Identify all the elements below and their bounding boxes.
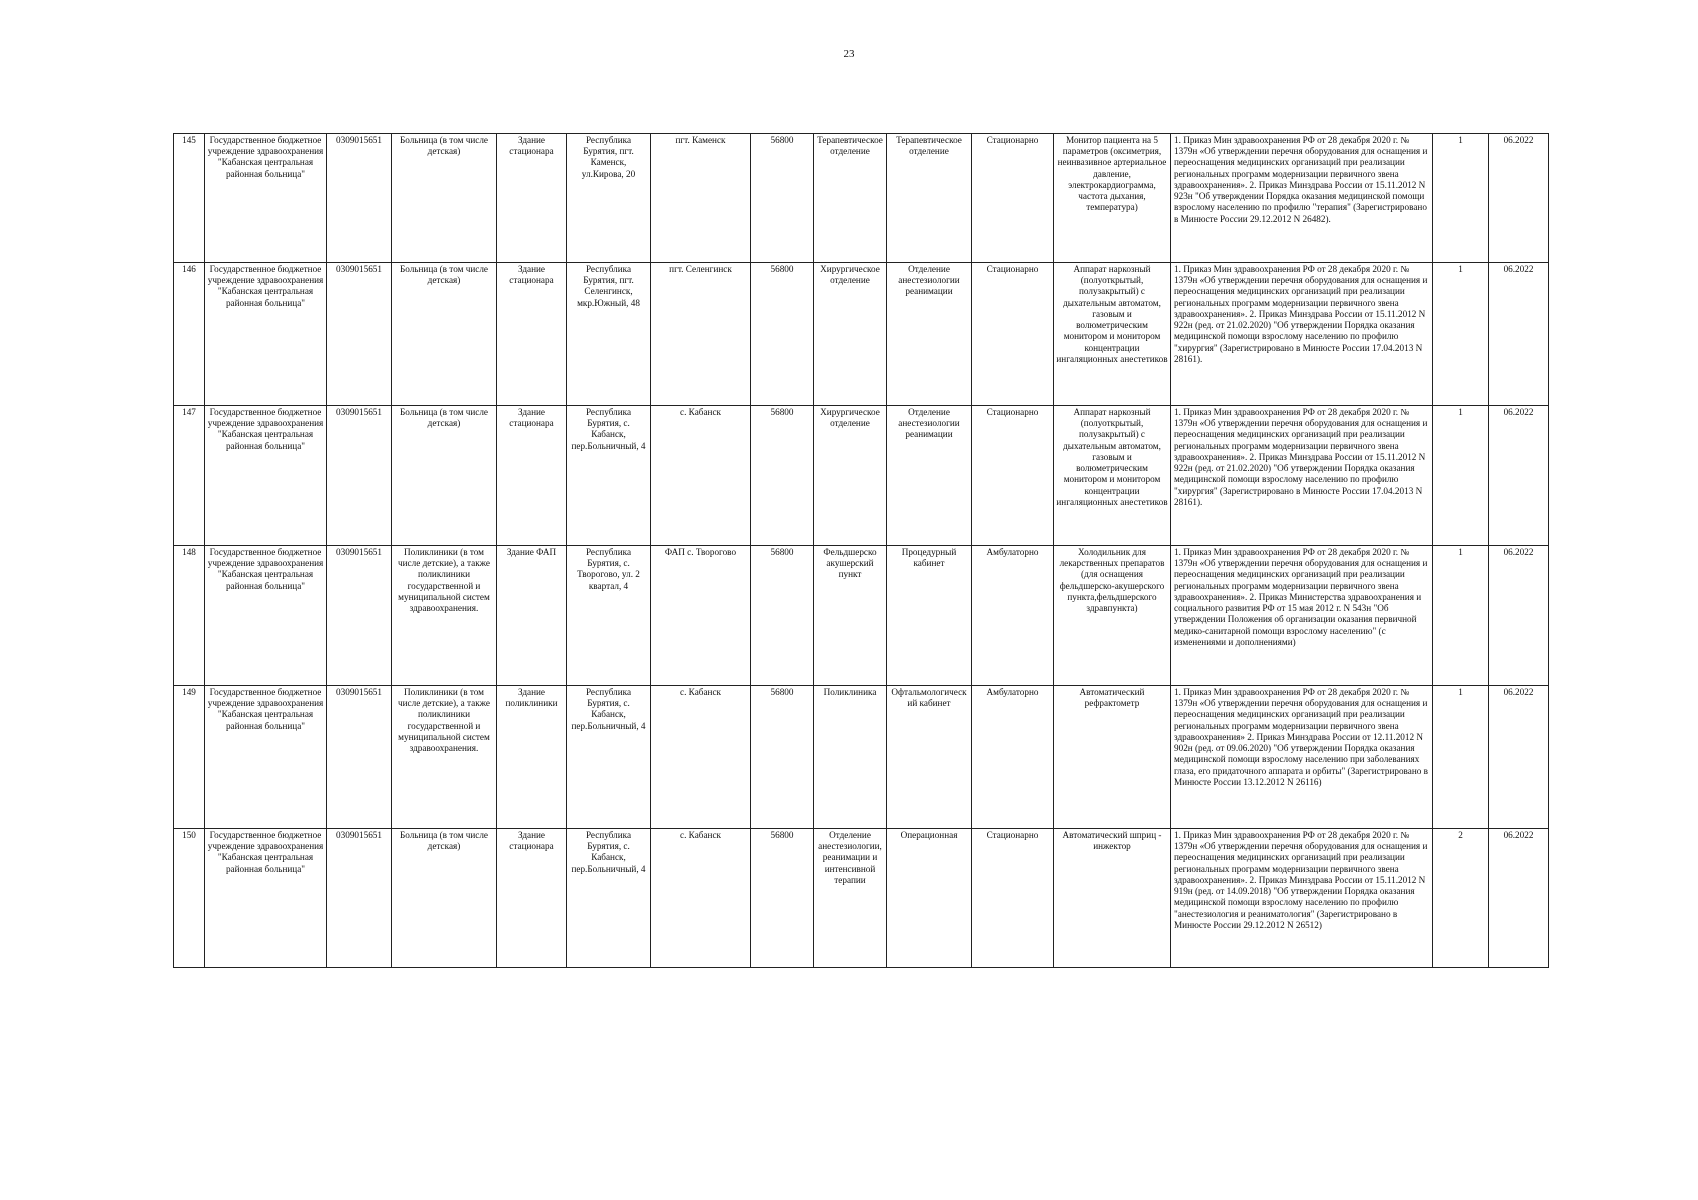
facility-type-cell: Поликлиники (в том числе детские), а также поликлиники государственной и муниципальной систем здравоохранения. bbox=[392, 546, 497, 686]
inn-code-cell: 0309015651 bbox=[327, 263, 392, 406]
department-cell: Фельдшерско акушерский пункт bbox=[814, 546, 887, 686]
facility-type-cell: Больница (в том числе детская) bbox=[392, 134, 497, 263]
table-row bbox=[174, 686, 1549, 829]
legal-basis-cell: 1. Приказ Мин здравоохранения РФ от 28 декабря 2020 г. № 1379н «Об утверждении перечня оборудования для оснащения и переоснащения медицинских организаций при реализации региональных программ модернизации первичного звена здравоохранения». 2. Приказ Министерства здравоохранения и социального развития РФ от 15 мая 2012 г. N 543н "Об утверждении Положения об организации оказания первичной медико-санитарной помощи взрослому населению" (с изменениями и дополнениями) bbox=[1171, 546, 1433, 686]
quantity-cell: 1 bbox=[1433, 546, 1489, 686]
unit-cell: Терапевтическое отделение bbox=[887, 134, 972, 263]
row-number-cell: 149 bbox=[174, 686, 205, 829]
care-type-cell: Амбулаторно bbox=[972, 546, 1054, 686]
locality-cell: с. Кабанск bbox=[651, 686, 751, 829]
equipment-register-table bbox=[173, 133, 1549, 968]
address-cell: Республика Бурятия, пгт. Селенгинск, мкр.Южный, 48 bbox=[567, 263, 651, 406]
oktmo-code-cell: 56800 bbox=[751, 686, 814, 829]
building-cell: Здание стационара bbox=[497, 263, 567, 406]
quantity-cell: 1 bbox=[1433, 406, 1489, 546]
equipment-cell: Автоматический шприц - инжектор bbox=[1054, 829, 1171, 968]
organization-cell: Государственное бюджетное учреждение здравоохранения "Кабанская центральная районная больница" bbox=[205, 406, 327, 546]
equipment-cell: Автоматический рефрактометр bbox=[1054, 686, 1171, 829]
building-cell: Здание стационара bbox=[497, 829, 567, 968]
legal-basis-cell: 1. Приказ Мин здравоохранения РФ от 28 декабря 2020 г. № 1379н «Об утверждении перечня оборудования для оснащения и переоснащения медицинских организаций при реализации региональных программ модернизации первичного звена здравоохранения». 2. Приказ Минздрава России от 15.11.2012 N 919н (ред. от 14.09.2018) "Об утверждении Порядка оказания медицинской помощи взрослому населению по профилю "анестезиология и реаниматология" (Зарегистрировано в Минюсте России 29.12.2012 N 26512) bbox=[1171, 829, 1433, 968]
oktmo-code-cell: 56800 bbox=[751, 406, 814, 546]
address-cell: Республика Бурятия, пгт. Каменск, ул.Кирова, 20 bbox=[567, 134, 651, 263]
row-number-cell: 146 bbox=[174, 263, 205, 406]
care-type-cell: Стационарно bbox=[972, 134, 1054, 263]
building-cell: Здание ФАП bbox=[497, 546, 567, 686]
locality-cell: пгт. Селенгинск bbox=[651, 263, 751, 406]
locality-cell: ФАП с. Творогово bbox=[651, 546, 751, 686]
row-number-cell: 145 bbox=[174, 134, 205, 263]
care-type-cell: Стационарно bbox=[972, 406, 1054, 546]
address-cell: Республика Бурятия, с. Творогово, ул. 2 квартал, 4 bbox=[567, 546, 651, 686]
legal-basis-cell: 1. Приказ Мин здравоохранения РФ от 28 декабря 2020 г. № 1379н «Об утверждении перечня оборудования для оснащения и переоснащения медицинских организаций при реализации региональных программ модернизации первичного звена здравоохранения». 2. Приказ Минздрава России от 15.11.2012 N 922н (ред. от 21.02.2020) "Об утверждении Порядка оказания медицинской помощи взрослому населению по профилю "хирургия" (Зарегистрировано в Минюсте России 17.04.2013 N 28161). bbox=[1171, 406, 1433, 546]
inn-code-cell: 0309015651 bbox=[327, 829, 392, 968]
care-type-cell: Стационарно bbox=[972, 829, 1054, 968]
date-cell: 06.2022 bbox=[1489, 829, 1549, 968]
organization-cell: Государственное бюджетное учреждение здравоохранения "Кабанская центральная районная больница" bbox=[205, 686, 327, 829]
table-row bbox=[174, 263, 1549, 406]
organization-cell: Государственное бюджетное учреждение здравоохранения "Кабанская центральная районная больница" bbox=[205, 134, 327, 263]
date-cell: 06.2022 bbox=[1489, 134, 1549, 263]
quantity-cell: 2 bbox=[1433, 829, 1489, 968]
date-cell: 06.2022 bbox=[1489, 686, 1549, 829]
address-cell: Республика Бурятия, с. Кабанск, пер.Больничный, 4 bbox=[567, 406, 651, 546]
legal-basis-cell: 1. Приказ Мин здравоохранения РФ от 28 декабря 2020 г. № 1379н «Об утверждении перечня оборудования для оснащения и переоснащения медицинских организаций при реализации региональных программ модернизации первичного звена здравоохранения». 2. Приказ Минздрава России от 15.11.2012 N 922н (ред. от 21.02.2020) "Об утверждении Порядка оказания медицинской помощи взрослому населению по профилю "хирургия" (Зарегистрировано в Минюсте России 17.04.2013 N 28161). bbox=[1171, 263, 1433, 406]
oktmo-code-cell: 56800 bbox=[751, 134, 814, 263]
equipment-cell: Аппарат наркозный (полуоткрытый, полузакрытый) с дыхательным автоматом, газовым и волюметрическим монитором и монитором концентрации ингаляционных анестетиков bbox=[1054, 263, 1171, 406]
inn-code-cell: 0309015651 bbox=[327, 406, 392, 546]
locality-cell: пгт. Каменск bbox=[651, 134, 751, 263]
legal-basis-cell: 1. Приказ Мин здравоохранения РФ от 28 декабря 2020 г. № 1379н «Об утверждении перечня оборудования для оснащения и переоснащения медицинских организаций при реализации региональных программ модернизации первичного звена здравоохранения» 2. Приказ Минздрава России от 12.11.2012 N 902н (ред. от 09.06.2020) "Об утверждении Порядка оказания медицинской помощи взрослому населению при заболеваниях глаза, его придаточного аппарата и орбиты" (Зарегистрировано в Минюсте России 13.12.2012 N 26116) bbox=[1171, 686, 1433, 829]
date-cell: 06.2022 bbox=[1489, 406, 1549, 546]
equipment-cell: Монитор пациента на 5 параметров (оксиметрия, неинвазивное артериальное давление, электрокардиограмма, частота дыхания, температура) bbox=[1054, 134, 1171, 263]
building-cell: Здание поликлиники bbox=[497, 686, 567, 829]
date-cell: 06.2022 bbox=[1489, 546, 1549, 686]
inn-code-cell: 0309015651 bbox=[327, 686, 392, 829]
organization-cell: Государственное бюджетное учреждение здравоохранения "Кабанская центральная районная больница" bbox=[205, 546, 327, 686]
oktmo-code-cell: 56800 bbox=[751, 263, 814, 406]
building-cell: Здание стационара bbox=[497, 406, 567, 546]
facility-type-cell: Больница (в том числе детская) bbox=[392, 829, 497, 968]
department-cell: Хирургическое отделение bbox=[814, 406, 887, 546]
address-cell: Республика Бурятия, с. Кабанск, пер.Больничный, 4 bbox=[567, 829, 651, 968]
equipment-cell: Холодильник для лекарственных препаратов (для оснащения фельдшерско-акушерского пункта,фельдшерского здравпункта) bbox=[1054, 546, 1171, 686]
table-row bbox=[174, 829, 1549, 968]
inn-code-cell: 0309015651 bbox=[327, 546, 392, 686]
oktmo-code-cell: 56800 bbox=[751, 546, 814, 686]
row-number-cell: 150 bbox=[174, 829, 205, 968]
unit-cell: Процедурный кабинет bbox=[887, 546, 972, 686]
quantity-cell: 1 bbox=[1433, 263, 1489, 406]
organization-cell: Государственное бюджетное учреждение здравоохранения "Кабанская центральная районная больница" bbox=[205, 263, 327, 406]
unit-cell: Операционная bbox=[887, 829, 972, 968]
building-cell: Здание стационара bbox=[497, 134, 567, 263]
row-number-cell: 148 bbox=[174, 546, 205, 686]
inn-code-cell: 0309015651 bbox=[327, 134, 392, 263]
page-number: 23 bbox=[843, 48, 855, 60]
table-row bbox=[174, 406, 1549, 546]
locality-cell: с. Кабанск bbox=[651, 829, 751, 968]
locality-cell: с. Кабанск bbox=[651, 406, 751, 546]
date-cell: 06.2022 bbox=[1489, 263, 1549, 406]
department-cell: Хирургическое отделение bbox=[814, 263, 887, 406]
oktmo-code-cell: 56800 bbox=[751, 829, 814, 968]
facility-type-cell: Больница (в том числе детская) bbox=[392, 263, 497, 406]
legal-basis-cell: 1. Приказ Мин здравоохранения РФ от 28 декабря 2020 г. № 1379н «Об утверждении перечня оборудования для оснащения и переоснащения медицинских организаций при реализации региональных программ модернизации первичного звена здравоохранения». 2. Приказ Минздрава России от 15.11.2012 N 923н "Об утверждении Порядка оказания медицинской помощи взрослому населению по профилю "терапия" (Зарегистрировано в Минюсте России 29.12.2012 N 26482). bbox=[1171, 134, 1433, 263]
unit-cell: Отделение анестезиологии реанимации bbox=[887, 406, 972, 546]
quantity-cell: 1 bbox=[1433, 686, 1489, 829]
facility-type-cell: Больница (в том числе детская) bbox=[392, 406, 497, 546]
care-type-cell: Стационарно bbox=[972, 263, 1054, 406]
address-cell: Республика Бурятия, с. Кабанск, пер.Больничный, 4 bbox=[567, 686, 651, 829]
row-number-cell: 147 bbox=[174, 406, 205, 546]
department-cell: Терапевтическое отделение bbox=[814, 134, 887, 263]
table-row bbox=[174, 134, 1549, 263]
equipment-cell: Аппарат наркозный (полуоткрытый, полузакрытый) с дыхательным автоматом, газовым и волюметрическим монитором и монитором концентрации ингаляционных анестетиков bbox=[1054, 406, 1171, 546]
organization-cell: Государственное бюджетное учреждение здравоохранения "Кабанская центральная районная больница" bbox=[205, 829, 327, 968]
table-row bbox=[174, 546, 1549, 686]
unit-cell: Офтальмологический кабинет bbox=[887, 686, 972, 829]
department-cell: Отделение анестезиологии, реанимации и интенсивной терапии bbox=[814, 829, 887, 968]
unit-cell: Отделение анестезиологии реанимации bbox=[887, 263, 972, 406]
care-type-cell: Амбулаторно bbox=[972, 686, 1054, 829]
quantity-cell: 1 bbox=[1433, 134, 1489, 263]
facility-type-cell: Поликлиники (в том числе детские), а также поликлиники государственной и муниципальной систем здравоохранения. bbox=[392, 686, 497, 829]
department-cell: Поликлиника bbox=[814, 686, 887, 829]
